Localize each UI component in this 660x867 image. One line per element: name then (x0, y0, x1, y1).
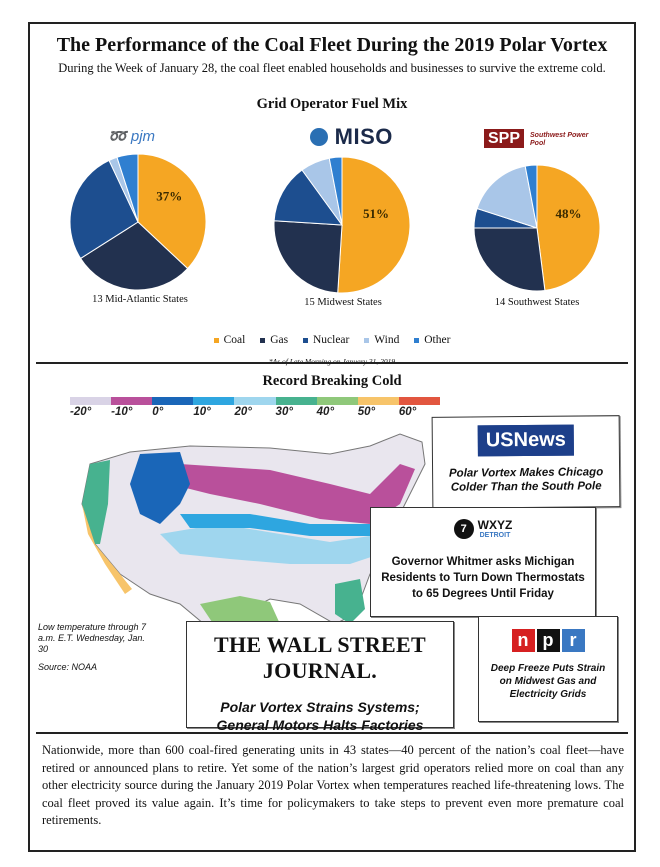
section-divider (36, 362, 628, 364)
temperature-scale-bar (70, 397, 440, 405)
temperature-scale-labels (70, 406, 440, 418)
pie-chart-pjm (68, 152, 208, 292)
scale-label: 20° (234, 406, 252, 418)
scale-label: 0° (152, 406, 164, 418)
scale-label: -20° (70, 406, 92, 418)
body-paragraph: Nationwide, more than 600 coal-fired generating units in 43 states—40 percent of the nation’s coal fleet—have retired or announced plans to retire. Yet some of the nation’s largest grid operators relied more on coal than any other electricity source during the January 2019 Polar Vortex when temperatures reached life-threatening lows. The coal fleet proved its value again. It’s time for policymakers to take steps to prevent even more premature coal retirements. (42, 743, 624, 827)
clipping-headline: Polar Vortex Makes Chicago Colder Than the South Pole (448, 466, 604, 494)
legend-swatch (214, 338, 219, 343)
pie-slice-gas (274, 221, 342, 293)
legend-swatch (260, 338, 265, 343)
spp-logo (484, 130, 589, 148)
caption-miso: 15 Midwest States (304, 297, 382, 308)
legend-label: Coal (223, 334, 246, 346)
fuel-mix-title: Grid Operator Fuel Mix (256, 96, 408, 112)
scale-color-4 (234, 397, 275, 405)
section-divider (36, 732, 628, 734)
caption-pjm: 13 Mid-Atlantic States (92, 294, 188, 305)
scale-color-0 (70, 397, 111, 405)
legend-item-other (414, 334, 450, 346)
legend-item-wind (364, 334, 399, 346)
pie-slice-gas (474, 228, 545, 291)
wsj-logo: THE WALL STREET JOURNAL. (214, 632, 426, 683)
pjm-swoosh-icon: ➿ (108, 128, 127, 145)
legend-label: Gas (270, 334, 289, 346)
scale-color-8 (399, 397, 440, 405)
clipping-usnews (432, 415, 621, 509)
usnews-logo: USNews (478, 425, 574, 457)
npr-logo (512, 629, 585, 652)
pie-slice-coal (537, 165, 600, 291)
spp-logo-subtext: Southwest Power Pool (530, 132, 589, 147)
cold-title: Record Breaking Cold (262, 373, 402, 389)
npr-logo-n: n (512, 629, 535, 652)
clipping-headline: Deep Freeze Puts Strain on Midwest Gas and Electricity Grids (490, 663, 606, 700)
miso-globe-icon (310, 128, 328, 146)
spp-logo-text: SPP (484, 129, 524, 148)
wxyz-badge-icon: 7 (454, 519, 474, 539)
scale-color-1 (111, 397, 152, 405)
scale-color-5 (276, 397, 317, 405)
scale-color-6 (317, 397, 358, 405)
legend-swatch (364, 338, 369, 343)
legend-item-gas (260, 334, 288, 346)
legend-label: Nuclear (312, 334, 350, 346)
miso-logo-text: MISO (334, 124, 393, 149)
pie-data-label-coal: 48% (555, 206, 582, 222)
page-title: The Performance of the Coal Fleet During the 2019 Polar Vortex (56, 34, 608, 56)
npr-logo-p: p (537, 629, 560, 652)
pie-chart-spp (472, 163, 602, 293)
pie-legend (30, 334, 634, 346)
pie-data-label-coal: 37% (156, 188, 183, 204)
wxyz-logo-subtext: DETROIT (479, 532, 511, 539)
legend-item-nuclear (303, 334, 349, 346)
clipping-npr (478, 616, 618, 722)
pjm-logo-text: pjm (130, 128, 156, 145)
clipping-headline: Polar Vortex Strains Systems; General Motors Halts Factories (216, 699, 424, 733)
scale-label: 30° (275, 406, 293, 418)
scale-color-2 (152, 397, 193, 405)
clipping-wxyz (370, 507, 596, 617)
pjm-logo (108, 127, 155, 145)
miso-logo (310, 124, 393, 150)
scale-label: 60° (398, 406, 417, 418)
wxyz-logo-text: WXYZ (477, 518, 513, 532)
legend-swatch (414, 338, 419, 343)
clipping-headline: Governor Whitmer asks Michigan Residents to Turn Down Thermostats to 65 Degrees Until Friday (381, 556, 585, 600)
pie-slice-coal (338, 157, 410, 293)
scale-label: 50° (357, 406, 376, 418)
scale-label: 10° (193, 406, 211, 418)
legend-item-coal (214, 334, 246, 346)
scale-label: 40° (316, 406, 335, 418)
temperature-scale (70, 397, 440, 418)
clipping-wsj (186, 621, 454, 733)
scale-color-3 (193, 397, 234, 405)
scale-label: -10° (111, 406, 133, 418)
legend-swatch (303, 338, 308, 343)
pie-data-label-coal: 51% (362, 206, 389, 222)
fuel-mix-footnote: *As of Late Morning on January 31, 2019 (268, 357, 396, 366)
document-frame (28, 22, 636, 852)
legend-label: Wind (374, 334, 400, 346)
legend-label: Other (424, 334, 451, 346)
pie-chart-miso (272, 155, 412, 295)
map-source: Source: NOAA (38, 662, 98, 672)
caption-spp: 14 Southwest States (494, 297, 580, 308)
map-note: Low temperature through 7 a.m. E.T. Wednesday, Jan. 30 (38, 622, 147, 654)
page-subtitle: During the Week of January 28, the coal fleet enabled households and businesses to survive the extreme cold. (58, 61, 606, 75)
wxyz-logo (454, 518, 513, 540)
npr-logo-r: r (562, 629, 585, 652)
scale-color-7 (358, 397, 399, 405)
